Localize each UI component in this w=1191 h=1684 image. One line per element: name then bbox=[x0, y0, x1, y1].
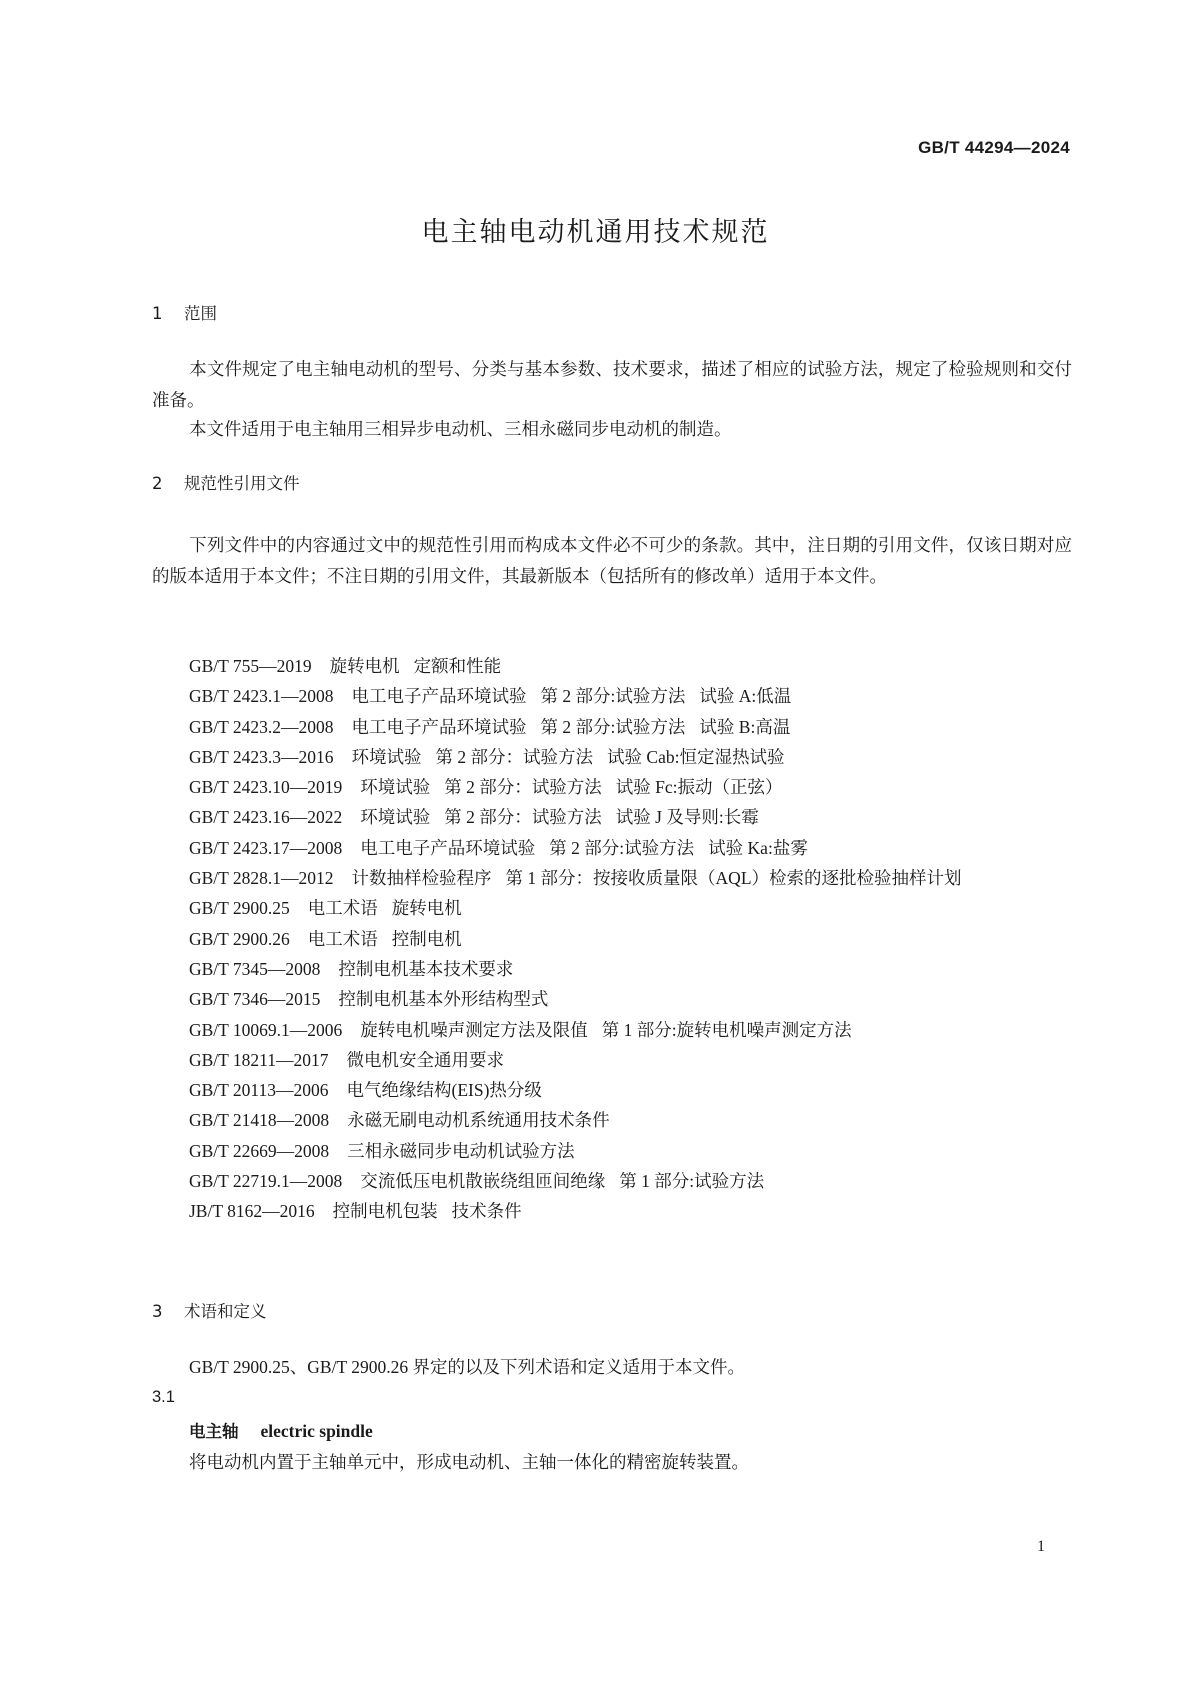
reference-item: GB/T 2423.17—2008 电工电子产品环境试验 第 2 部分:试验方法 试验 Ka:盐雾 bbox=[189, 837, 808, 858]
section-number: 2 bbox=[152, 474, 163, 493]
term-entry bbox=[189, 1418, 373, 1442]
term-chinese: 电主轴 bbox=[189, 1422, 239, 1441]
reference-item: GB/T 7345—2008 控制电机基本技术要求 bbox=[189, 958, 514, 979]
reference-item: GB/T 2423.16—2022 环境试验 第 2 部分：试验方法 试验 J 及导则:长霉 bbox=[189, 807, 759, 828]
reference-item: GB/T 22719.1—2008 交流低压电机散嵌绕组匝间绝缘 第 1 部分:试验方法 bbox=[189, 1171, 765, 1192]
page-number: 1 bbox=[1037, 1538, 1045, 1555]
reference-item: GB/T 2423.3—2016 环境试验 第 2 部分：试验方法 试验 Cab:恒定湿热试验 bbox=[189, 746, 785, 767]
reference-item: GB/T 10069.1—2006 旋转电机噪声测定方法及限值 第 1 部分:旋转电机噪声测定方法 bbox=[189, 1019, 852, 1040]
section-number: 1 bbox=[152, 304, 163, 323]
reference-item: GB/T 2423.2—2008 电工电子产品环境试验 第 2 部分:试验方法 试验 B:高温 bbox=[189, 716, 791, 737]
reference-item: GB/T 22669—2008 三相永磁同步电动机试验方法 bbox=[189, 1140, 575, 1161]
standard-code: GB/T 44294—2024 bbox=[918, 138, 1070, 157]
reference-item: GB/T 18211—2017 微电机安全通用要求 bbox=[189, 1049, 505, 1070]
references-intro: 下列文件中的内容通过文中的规范性引用而构成本文件必不可少的条款。其中，注日期的引用文件，仅该日期对应的版本适用于本文件；不注日期的引用文件，其最新版本（包括所有的修改单）适用于本文件。 bbox=[152, 535, 1072, 586]
section-title: 规范性引用文件 bbox=[184, 474, 300, 493]
reference-item: GB/T 2423.1—2008 电工电子产品环境试验 第 2 部分:试验方法 试验 A:低温 bbox=[189, 686, 792, 707]
clause-number: 3.1 bbox=[152, 1388, 175, 1406]
reference-item: GB/T 2900.26 电工术语 控制电机 bbox=[189, 928, 462, 949]
section-3-heading bbox=[152, 1298, 267, 1322]
normative-references-list bbox=[152, 651, 1072, 1227]
section-title: 范围 bbox=[184, 304, 217, 323]
reference-item: GB/T 20113—2006 电气绝缘结构(EIS)热分级 bbox=[189, 1080, 542, 1101]
reference-item: GB/T 21418—2008 永磁无刷电动机系统通用技术条件 bbox=[189, 1110, 610, 1131]
reference-item: GB/T 755—2019 旋转电机 定额和性能 bbox=[189, 656, 502, 676]
section-number: 3 bbox=[152, 1302, 163, 1321]
scope-paragraph-2: 本文件适用于电主轴用三相异步电动机、三相永磁同步电动机的制造。 bbox=[189, 419, 732, 439]
document-title: 电主轴电动机通用技术规范 bbox=[421, 217, 770, 248]
term-definition: 将电动机内置于主轴单元中，形成电动机、主轴一体化的精密旋转装置。 bbox=[189, 1452, 749, 1472]
scope-paragraph-1: 本文件规定了电主轴电动机的型号、分类与基本参数、技术要求，描述了相应的试验方法，规定了检验规则和交付准备。 bbox=[152, 359, 1072, 410]
reference-item: GB/T 7346—2015 控制电机基本外形结构型式 bbox=[189, 989, 549, 1010]
section-1-heading bbox=[152, 300, 217, 324]
terms-intro: GB/T 2900.25、GB/T 2900.26 界定的以及下列术语和定义适用于本文件。 bbox=[189, 1357, 745, 1377]
reference-item: GB/T 2828.1—2012 计数抽样检验程序 第 1 部分：按接收质量限（AQL）检索的逐批检验抽样计划 bbox=[189, 868, 962, 889]
reference-item: GB/T 2900.25 电工术语 旋转电机 bbox=[189, 898, 462, 919]
reference-item: JB/T 8162—2016 控制电机包装 技术条件 bbox=[189, 1201, 522, 1222]
term-english: electric spindle bbox=[260, 1421, 373, 1441]
section-2-heading bbox=[152, 470, 300, 494]
reference-item: GB/T 2423.10—2019 环境试验 第 2 部分：试验方法 试验 Fc:振动（正弦） bbox=[189, 777, 783, 798]
section-title: 术语和定义 bbox=[184, 1302, 267, 1321]
